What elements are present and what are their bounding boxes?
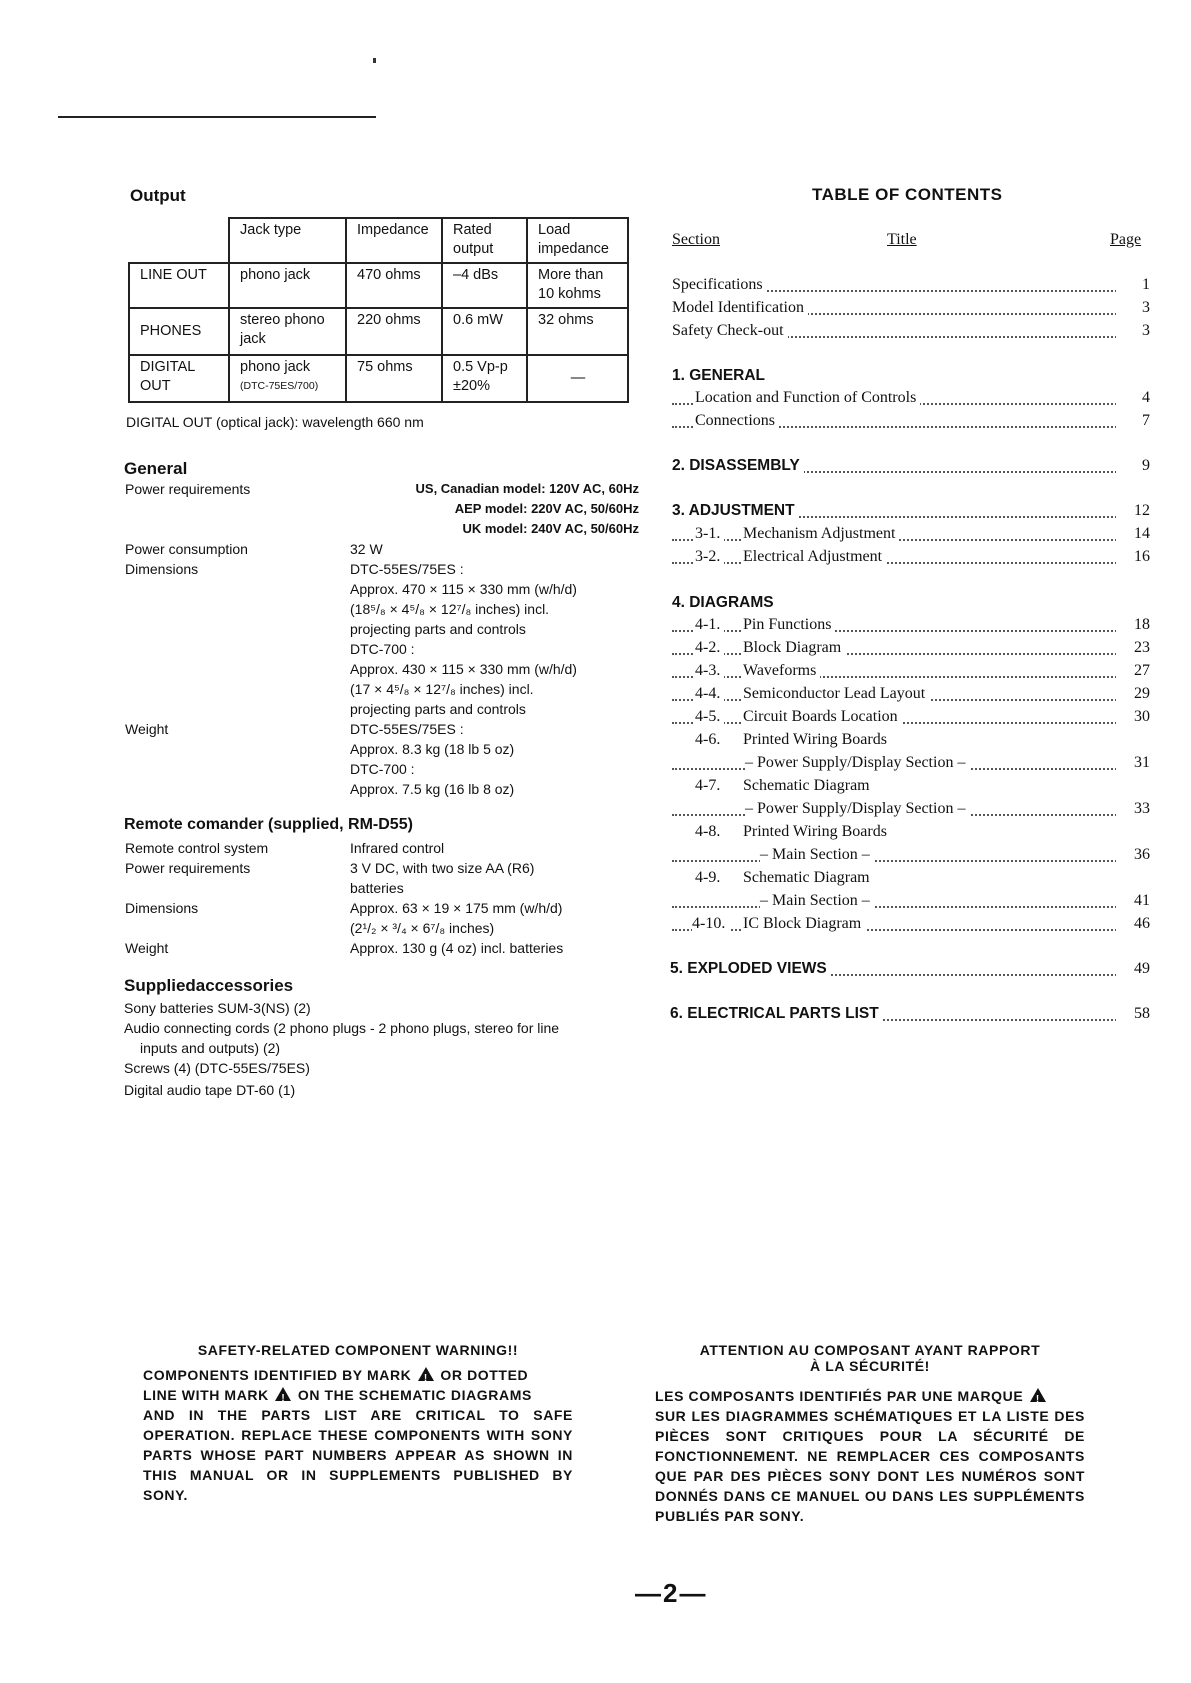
row-impedance: 75 ohms xyxy=(346,355,442,402)
row-rated: –4 dBs xyxy=(442,263,527,308)
toc-entry[interactable]: 4-2. Block Diagram 23 xyxy=(0,639,1150,661)
consumption-value: 32 W xyxy=(350,541,383,557)
row-rated: 0.6 mW xyxy=(442,308,527,355)
remote-value: 3 V DC, with two size AA (R6) xyxy=(350,860,535,876)
scan-speck xyxy=(373,58,376,63)
weight-line: DTC-700 : xyxy=(350,761,415,777)
header-rule xyxy=(58,116,376,118)
toc-section-general[interactable]: 1. GENERAL xyxy=(672,367,766,384)
general-heading: General xyxy=(124,459,188,478)
toc-col-title: Title xyxy=(887,231,917,248)
toc-entry[interactable]: – Main Section – 41 xyxy=(0,892,1150,914)
output-heading: Output xyxy=(130,186,186,205)
toc-entry[interactable]: 4-1. Pin Functions 18 xyxy=(0,616,1150,638)
toc-entry[interactable]: 4-5. Circuit Boards Location 30 xyxy=(0,708,1150,730)
table-header-row xyxy=(129,218,628,263)
dimensions-line: (17 × 4⁵/₈ × 12⁷/₈ inches) incl. xyxy=(350,681,534,697)
dimensions-line: Approx. 430 × 115 × 330 mm (w/h/d) xyxy=(350,661,577,677)
header-load-impedance: Load impedance xyxy=(527,218,628,263)
row-load: More than 10 kohms xyxy=(527,263,628,308)
row-name: DIGITAL OUT xyxy=(129,355,229,402)
toc-entry[interactable]: – Power Supply/Display Section – 33 xyxy=(0,800,1150,822)
power-line: US, Canadian model: 120V AC, 60Hz xyxy=(415,481,639,496)
weight-line: DTC-55ES/75ES : xyxy=(350,721,464,737)
weight-line: Approx. 8.3 kg (18 lb 5 oz) xyxy=(350,741,515,757)
row-jack: phono jack (DTC-75ES/700) xyxy=(229,355,346,402)
power-label: Power requirements xyxy=(125,481,251,497)
toc-entry[interactable]: 4-8. Printed Wiring Boards xyxy=(0,823,1150,845)
toc-col-section: Section xyxy=(672,231,720,248)
consumption-label: Power consumption xyxy=(125,541,248,557)
toc-entry[interactable]: Connections 7 xyxy=(0,412,1150,434)
toc-entry[interactable]: – Main Section – 36 xyxy=(0,846,1150,868)
accessory-item: inputs and outputs) (2) xyxy=(140,1040,281,1056)
dimensions-line: projecting parts and controls xyxy=(350,621,526,637)
remote-value: Infrared control xyxy=(350,840,445,856)
remote-value: (2¹/₂ × ³/₄ × 6⁷/₈ inches) xyxy=(350,920,495,936)
row-load: — xyxy=(527,355,628,402)
warning-en-body: COMPONENTS IDENTIFIED BY MARK ! OR DOTTED LINE WITH MARK ! ON THE SCHEMATIC DIAGRAMS AND IN THE PARTS LIST ARE CRITICAL TO SAFE OPERATION. REPLACE THESE COMPONENTS WITH SONY PARTS WHOSE PART NUMBERS APPEAR AS SHOWN IN THIS MANUAL OR IN SUPPLEMENTS PUBLISHED BY SONY. xyxy=(143,1365,573,1505)
toc-entry[interactable]: – Power Supply/Display Section – 31 xyxy=(0,754,1150,776)
power-line: UK model: 240V AC, 50/60Hz xyxy=(462,521,639,536)
toc-section-adjustment[interactable]: 3. ADJUSTMENT 12 xyxy=(672,502,1150,519)
row-load: 32 ohms xyxy=(527,308,628,355)
remote-label: Dimensions xyxy=(125,900,199,916)
row-impedance: 470 ohms xyxy=(346,263,442,308)
row-rated: 0.5 Vp-p ±20% xyxy=(442,355,527,402)
header-rated-output: Rated output xyxy=(442,218,527,263)
toc-section-disassembly[interactable]: 2. DISASSEMBLY 9 xyxy=(672,457,1150,474)
row-jack: stereo phono jack xyxy=(229,308,346,355)
toc-entry[interactable]: 4-4. Semiconductor Lead Layout 29 xyxy=(0,685,1150,707)
toc-entry[interactable]: Model Identification 3 xyxy=(672,299,1150,316)
accessories-heading: Suppliedaccessories xyxy=(124,976,294,995)
toc-col-page: Page xyxy=(1110,231,1142,248)
page-number: —2— xyxy=(635,1578,708,1608)
toc-section-parts[interactable]: 6. ELECTRICAL PARTS LIST 58 xyxy=(670,1005,1150,1022)
warning-fr-title: ATTENTION AU COMPOSANT AYANT RAPPORT À LA SÉCURITÉ! xyxy=(699,1342,1041,1374)
row-name: PHONES xyxy=(129,308,229,355)
header-impedance: Impedance xyxy=(346,218,442,263)
accessory-item: Screws (4) (DTC-55ES/75ES) xyxy=(124,1060,310,1076)
remote-label: Weight xyxy=(125,940,169,956)
toc-entry[interactable]: 4-3. Waveforms 27 xyxy=(0,662,1150,684)
accessory-item: Sony batteries SUM-3(NS) (2) xyxy=(124,1000,311,1016)
toc-entry[interactable]: Location and Function of Controls 4 xyxy=(0,389,1150,411)
toc-entry[interactable]: 4-6. Printed Wiring Boards xyxy=(0,731,1150,753)
dimensions-line: projecting parts and controls xyxy=(350,701,526,717)
toc-entry[interactable]: Specifications 1 xyxy=(672,276,1150,293)
remote-value: Approx. 63 × 19 × 175 mm (w/h/d) xyxy=(350,900,563,916)
dimensions-line: DTC-700 : xyxy=(350,641,415,657)
remote-label: Remote control system xyxy=(125,840,269,856)
dimensions-line: Approx. 470 × 115 × 330 mm (w/h/d) xyxy=(350,581,577,597)
caution-triangle-icon xyxy=(275,1387,291,1401)
weight-label: Weight xyxy=(125,721,169,737)
toc-entry[interactable]: 3-1. Mechanism Adjustment 14 xyxy=(0,525,1150,547)
row-name: LINE OUT xyxy=(129,263,229,308)
row-jack: phono jack xyxy=(229,263,346,308)
remote-label: Power requirements xyxy=(125,860,251,876)
dimensions-label: Dimensions xyxy=(125,561,199,577)
toc-section-exploded[interactable]: 5. EXPLODED VIEWS 49 xyxy=(670,960,1150,977)
warning-fr-body: LES COMPOSANTS IDENTIFIÉS PAR UNE MARQUE ! SUR LES DIAGRAMMES SCHÉMATIQUES ET LA LISTE DES PIÈCES SONT CRITIQUES POUR LA SÉCURITÉ DE FONCTIONNEMENT. NE REMPLACER CES COMPOSANTS QUE PAR DES PIÈCES SONY DONT LES NUMÉROS SONT DONNÉS DANS CE MANUEL OU DANS LES SUPPLÉMENTS PUBLIÉS PAR SONY. xyxy=(655,1386,1085,1526)
row-jack-note: (DTC-75ES/700) xyxy=(240,380,319,392)
power-line: AEP model: 220V AC, 50/60Hz xyxy=(454,501,639,516)
caution-triangle-icon xyxy=(1030,1388,1046,1402)
accessory-item: Audio connecting cords (2 phono plugs - 2 phono plugs, stereo for line xyxy=(124,1020,560,1036)
toc-title: TABLE OF CONTENTS xyxy=(812,185,1003,204)
toc-entry[interactable]: 4-7. Schematic Diagram xyxy=(0,777,1150,799)
dimensions-line: (18⁵/₈ × 4⁵/₈ × 12⁷/₈ inches) incl. xyxy=(350,601,550,617)
row-impedance: 220 ohms xyxy=(346,308,442,355)
remote-heading: Remote comander (supplied, RM-D55) xyxy=(124,816,413,833)
toc-entry[interactable]: 4-9. Schematic Diagram xyxy=(0,869,1150,891)
toc-entry[interactable]: 4-10. IC Block Diagram 46 xyxy=(0,915,1150,937)
toc-section-diagrams[interactable]: 4. DIAGRAMS xyxy=(672,594,774,611)
header-jack-type: Jack type xyxy=(229,218,346,263)
accessory-item: Digital audio tape DT-60 (1) xyxy=(124,1082,296,1098)
optical-note: DIGITAL OUT (optical jack): wavelength 660 nm xyxy=(126,414,424,430)
dimensions-line: DTC-55ES/75ES : xyxy=(350,561,464,577)
weight-line: Approx. 7.5 kg (16 lb 8 oz) xyxy=(350,781,515,797)
remote-value: Approx. 130 g (4 oz) incl. batteries xyxy=(350,940,564,956)
caution-triangle-icon xyxy=(418,1367,434,1381)
toc-entry[interactable]: Safety Check-out 3 xyxy=(672,322,1150,339)
warning-en-title: SAFETY-RELATED COMPONENT WARNING!! xyxy=(197,1342,519,1358)
remote-value: batteries xyxy=(350,880,404,896)
toc-entry[interactable]: 3-2. Electrical Adjustment 16 xyxy=(0,548,1150,570)
